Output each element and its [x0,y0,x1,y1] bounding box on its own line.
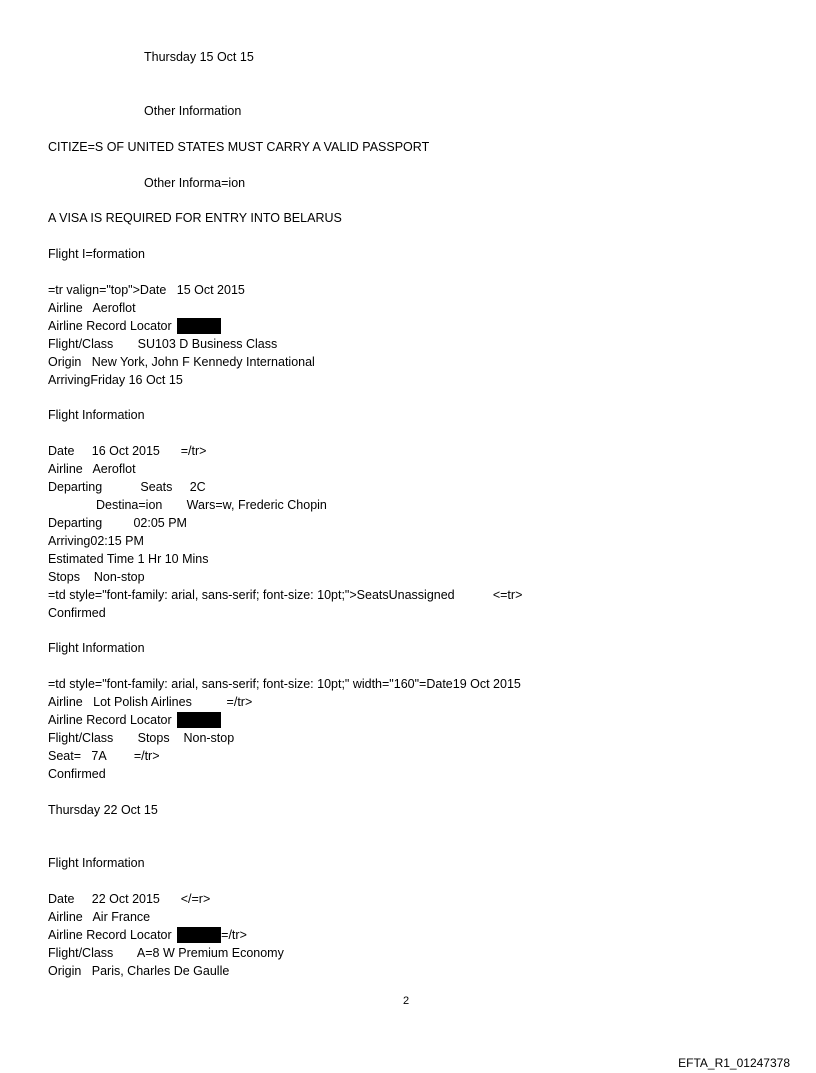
info-text: A VISA IS REQUIRED FOR ENTRY INTO BELARUS [48,211,342,225]
flight-arriving: ArrivingFriday 16 Oct 15 [48,373,183,387]
flight-seats-raw: =td style="font-family: arial, sans-serif; font-size: 10pt;">SeatsUnassigned <=tr> [48,588,523,602]
flight-status: Confirmed [48,606,106,620]
record-locator-row [48,927,247,943]
flight-date: =tr valign="top">Date 15 Oct 2015 [48,283,245,297]
section-heading: Other Information [144,104,242,118]
flight-status: Confirmed [48,767,106,781]
redaction-box [177,318,221,334]
flight-destination: Destina=ion Wars=w, Frederic Chopin [96,498,327,512]
flight-class: Flight/Class Stops Non-stop [48,731,235,745]
flight-departing: Departing 02:05 PM [48,516,187,530]
flight-arriving: Arriving02:15 PM [48,534,144,548]
section-heading: Flight Information [48,641,145,655]
flight-origin: Origin Paris, Charles De Gaulle [48,964,230,978]
redaction-box [177,712,221,728]
flight-airline: Airline Lot Polish Airlines =/tr> [48,695,253,709]
flight-stops: Stops Non-stop [48,570,145,584]
flight-class: Flight/Class SU103 D Business Class [48,337,278,351]
record-locator-row [48,318,221,334]
record-locator-label: Airline Record Locator [48,713,172,727]
section-heading: Flight Information [48,408,145,422]
date-heading: Thursday 15 Oct 15 [144,50,254,64]
record-locator-label: Airline Record Locator [48,319,172,333]
flight-origin: Origin New York, John F Kennedy International [48,355,315,369]
flight-date: Date 16 Oct 2015 =/tr> [48,444,207,458]
info-text: CITIZE=S OF UNITED STATES MUST CARRY A VALID PASSPORT [48,140,430,154]
section-heading: Other Informa=ion [144,176,246,190]
record-locator-suffix: =/tr> [221,928,247,942]
flight-date: Date 22 Oct 2015 </=r> [48,892,211,906]
document-id: EFTA_R1_01247378 [678,1056,790,1070]
flight-class: Flight/Class A=8 W Premium Economy [48,946,284,960]
flight-estimated-time: Estimated Time 1 Hr 10 Mins [48,552,209,566]
flight-airline: Airline Air France [48,910,151,924]
flight-airline: Airline Aeroflot [48,301,136,315]
date-heading: Thursday 22 Oct 15 [48,803,158,817]
page-number: 2 [403,995,410,1007]
record-locator-row [48,712,221,728]
flight-date: =td style="font-family: arial, sans-serif; font-size: 10pt;" width="160"=Date19 Oct 2015 [48,677,521,691]
flight-departing-seats: Departing Seats 2C [48,480,206,494]
redaction-box [177,927,221,943]
flight-seat: Seat= 7A =/tr> [48,749,160,763]
section-heading: Flight I=formation [48,247,145,261]
section-heading: Flight Information [48,856,145,870]
flight-airline: Airline Aeroflot [48,462,136,476]
record-locator-label: Airline Record Locator [48,928,172,942]
